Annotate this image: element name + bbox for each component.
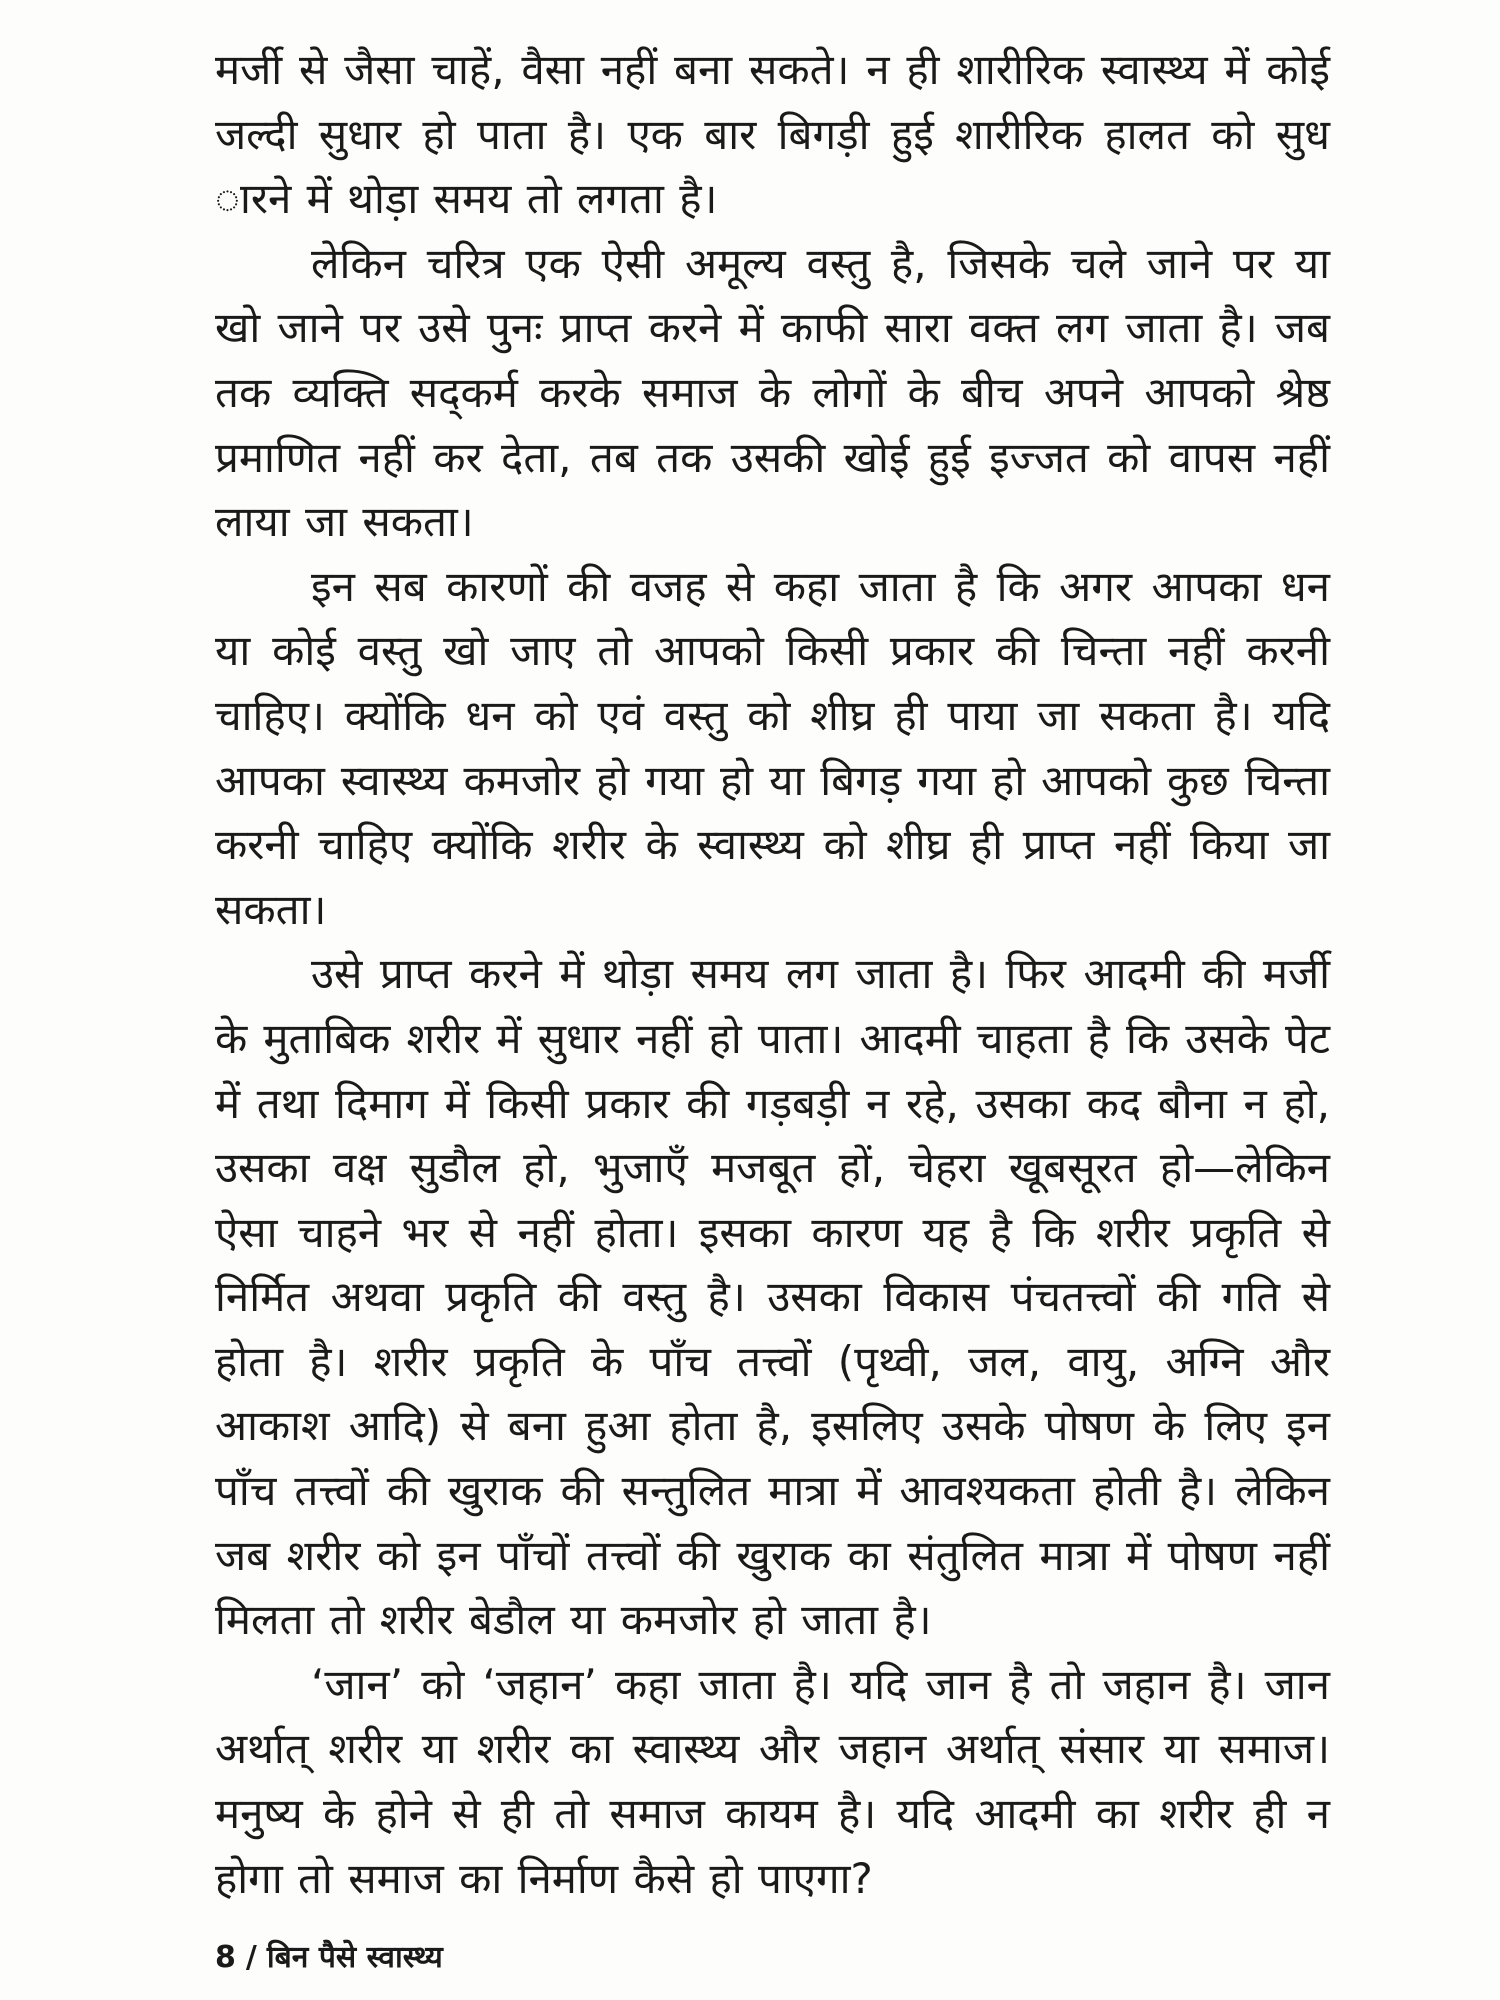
page-number: 8: [215, 1940, 236, 1975]
paragraph-1: मर्जी से जैसा चाहें, वैसा नहीं बना सकते। न ही शारीरिक स्वास्थ्य में कोई जल्दी सुधार हो पाता है। एक बार बिगड़ी हुई शारीरिक हालत को सुध ारने में थोड़ा समय तो लगता है।: [215, 45, 1330, 224]
paragraph-2: लेकिन चरित्र एक ऐसी अमूल्य वस्तु है, जिसके चले जाने पर या खो जाने पर उसे पुनः प्राप्त करने में काफी सारा वक्त लग जाता है। जब तक व्यक्ति सद्कर्म करके समाज के लोगों के बीच अपने आपको श्रेष्ठ प्रमाणित नहीं कर देता, तब तक उसकी खोई हुई इज्जत को वापस नहीं लाया जा सकता।: [215, 238, 1330, 547]
body-text: [215, 38, 1330, 1911]
footer-separator: /: [245, 1940, 257, 1975]
paragraph-3: इन सब कारणों की वजह से कहा जाता है कि अगर आपका धन या कोई वस्तु खो जाए तो आपको किसी प्रकार की चिन्ता नहीं करनी चाहिए। क्योंकि धन को एवं वस्तु को शीघ्र ही पाया जा सकता है। यदि आपका स्वास्थ्य कमजोर हो गया हो या बिगड़ गया हो आपको कुछ चिन्ता करनी चाहिए क्योंकि शरीर के स्वास्थ्य को शीघ्र ही प्राप्त नहीं किया जा सकता।: [215, 561, 1330, 934]
paragraph-4: उसे प्राप्त करने में थोड़ा समय लग जाता है। फिर आदमी की मर्जी के मुताबिक शरीर में सुधार नहीं हो पाता। आदमी चाहता है कि उसके पेट में तथा दिमाग में किसी प्रकार की गड़बड़ी न रहे, उसका कद बौना न हो, उसका वक्ष सुडौल हो, भुजाएँ मजबूत हों, चेहरा खूबसूरत हो—लेकिन ऐसा चाहने भर से नहीं होता। इसका कारण यह है कि शरीर प्रकृति से निर्मित अथवा प्रकृति की वस्तु है। उसका विकास पंचतत्त्वों की गति से होता है। शरीर प्रकृति के पाँच तत्त्वों (पृथ्वी, जल, वायु, अग्नि और आकाश आदि) से बना हुआ होता है, इसलिए उसके पोषण के लिए इन पाँच तत्त्वों की खुराक की सन्तुलित मात्रा में आवश्यकता होती है। लेकिन जब शरीर को इन पाँचों तत्त्वों की खुराक का संतुलित मात्रा में पोषण नहीं मिलता तो शरीर बेडौल या कमजोर हो जाता है।: [215, 949, 1330, 1645]
book-title: बिन पैसे स्वास्थ्य: [266, 1940, 443, 1975]
paragraph-5: ‘जान’ को ‘जहान’ कहा जाता है। यदि जान है तो जहान है। जान अर्थात् शरीर या शरीर का स्वास्थ्य और जहान अर्थात् संसार या समाज। मनुष्य के होने से ही तो समाज कायम है। यदि आदमी का शरीर ही न होगा तो समाज का निर्माण कैसे हो पाएगा?: [215, 1659, 1330, 1903]
page-footer: [215, 1935, 443, 1976]
